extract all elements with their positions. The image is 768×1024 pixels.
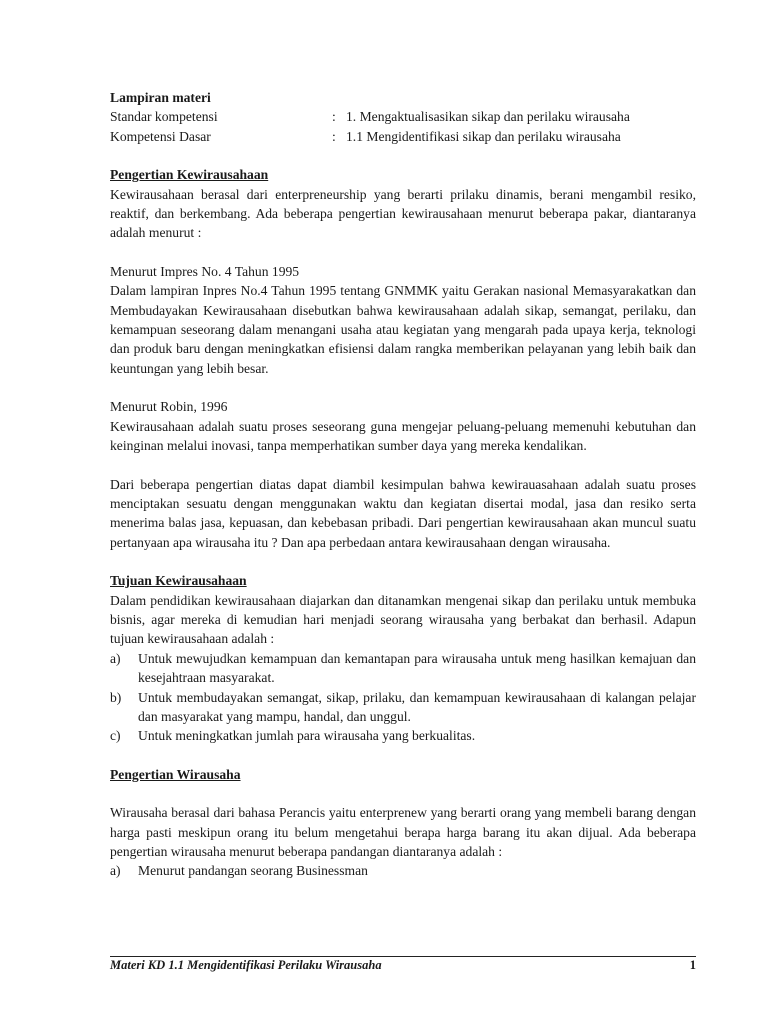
list-item — [110, 649, 696, 688]
list-item — [110, 726, 696, 745]
footer-title: Materi KD 1.1 Mengidentifikasi Perilaku Wirausaha — [110, 958, 382, 972]
paragraph-tujuan-intro: Dalam pendidikan kewirausahaan diajarkan dan ditanamkan mengenai sikap dan perilaku untuk membuka bisnis, agar mereka di kemudian hari menjadi seorang wirausaha yang berbakat dan berhasil. Adapun tujuan kewirausahaan adalah : — [110, 592, 696, 647]
row-key: Kompetensi Dasar — [110, 128, 211, 144]
paragraph-robin: Kewirausahaan adalah suatu proses seseorang guna mengejar peluang-peluang memenuhi kebutuhan dan keinginan melalui inovasi, tanpa memperhatikan sumber daya yang mereka kendalikan. — [110, 418, 696, 454]
tujuan-list — [110, 649, 696, 746]
list-label: b) — [110, 689, 122, 705]
section-heading-pengertian-wirausaha: Pengertian Wirausaha — [110, 766, 241, 782]
source-title-impres: Menurut Impres No. 4 Tahun 1995 — [110, 263, 300, 279]
list-label: c) — [110, 728, 121, 744]
document-title: Lampiran materi — [110, 90, 211, 105]
section-heading-pengertian-kewirausahaan: Pengertian Kewirausahaan — [110, 167, 269, 183]
list-text: Menurut pandangan seorang Businessman — [138, 863, 368, 879]
list-text: Untuk mewujudkan kemampuan dan kemantapan para wirausaha untuk meng hasilkan kemajuan dan kesejahtraan masyarakat. — [138, 650, 696, 686]
source-title-robin: Menurut Robin, 1996 — [110, 399, 228, 415]
row-separator: : — [332, 128, 336, 144]
row-key: Standar kompetensi — [110, 109, 218, 125]
list-item — [110, 688, 696, 727]
list-text: Untuk membudayakan semangat, sikap, prilaku, dan kemampuan kewirausahaan di kalangan pelajar dan masyarakat yang mampu, handal, dan unggul. — [138, 689, 696, 724]
footer-divider — [110, 956, 696, 957]
kompetensi-dasar-row — [110, 127, 696, 146]
page-footer — [110, 958, 696, 973]
paragraph-wirausaha-intro: Wirausaha berasal dari bahasa Perancis yaitu enterprenew yang berarti orang yang membeli barang dengan harga pasti meskipun orang itu belum mengetahui berapa harga barang itu akan dijual. Ada beberapa pengertian wirausaha menurut beberapa pandangan diantaranya adalah : — [110, 805, 696, 859]
list-text: Untuk meningkatkan jumlah para wirausaha yang berkualitas. — [138, 728, 476, 744]
row-separator: : — [332, 109, 336, 125]
page-number: 1 — [689, 958, 696, 972]
section-heading-tujuan-kewirausahaan: Tujuan Kewirausahaan — [110, 573, 247, 589]
paragraph-impres: Dalam lampiran Inpres No.4 Tahun 1995 tentang GNMMK yaitu Gerakan nasional Memasyarakatkan dan Membudayakan Kewirausahaan disebutkan bahwa kewirausahaan adalah sikap, semangat, perilaku, dan kemampuan seseorang dalam menangani usaha atau kegiatan yang mengarah pada upaya kerja, teknologi dan produk baru dengan meningkatkan efisiensi dalam rangka memberikan pelayanan yang lebih baik dan keuntungan yang lebih besar. — [110, 283, 696, 376]
standar-kompetensi-row — [110, 107, 696, 126]
list-label: a) — [110, 863, 121, 879]
row-value: 1.1 Mengidentifikasi sikap dan perilaku wirausaha — [346, 128, 621, 144]
list-label: a) — [110, 650, 121, 666]
paragraph-intro: Kewirausahaan berasal dari enterpreneurship yang berarti prilaku dinamis, berani mengambil resiko, reaktif, dan berkembang. Ada beberapa pengertian kewirausahaan menurut beberapa pakar, diantaranya adalah menurut : — [110, 186, 696, 241]
paragraph-conclusion: Dari beberapa pengertian diatas dapat diambil kesimpulan bahwa kewirauasahaan adalah suatu proses menciptakan sesuatu dengan menggunakan waktu dan kegiatan disertai modal, jasa dan resiko serta menerima balas jasa, kepuasan, dan kebebasan pribadi. Dari pengertian kewirausahaan akan muncul suatu pertanyaan apa wirausaha itu ? Dan apa perbedaan antara kewirausahaan dengan wirausaha. — [110, 476, 696, 550]
list-item — [110, 861, 696, 880]
wirausaha-list — [110, 861, 696, 880]
document-body — [110, 88, 696, 881]
row-value: 1. Mengaktualisasikan sikap dan perilaku wirausaha — [346, 109, 630, 125]
